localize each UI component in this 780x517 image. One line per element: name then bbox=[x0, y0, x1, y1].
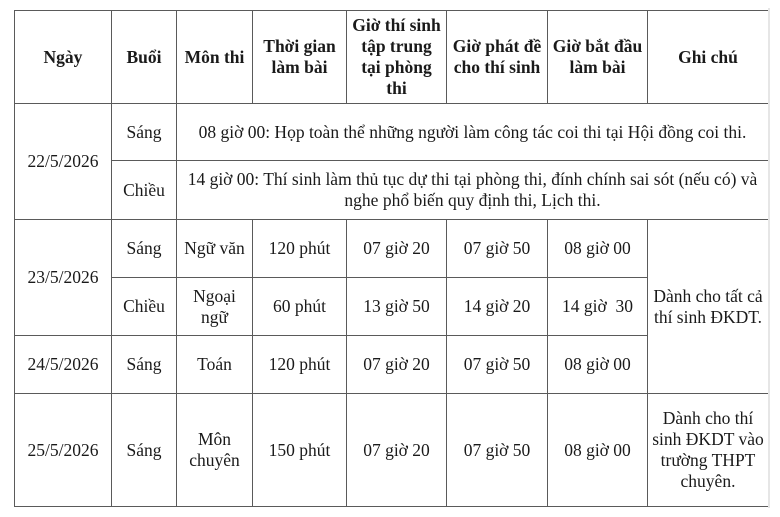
start-time-cell: 08 giờ 00 bbox=[548, 336, 648, 394]
duration-cell: 60 phút bbox=[253, 278, 347, 336]
paper-time-cell: 14 giờ 20 bbox=[447, 278, 548, 336]
paper-time-cell: 07 giờ 50 bbox=[447, 394, 548, 507]
table-row bbox=[15, 394, 769, 507]
session-cell: Sáng bbox=[112, 104, 177, 161]
session-cell: Chiều bbox=[112, 161, 177, 220]
table-row bbox=[15, 161, 769, 220]
table-row bbox=[15, 104, 769, 161]
table-row bbox=[15, 220, 769, 278]
date-cell: 23/5/2026 bbox=[15, 220, 112, 336]
subject-cell: Toán bbox=[177, 336, 253, 394]
start-time-cell: 08 giờ 00 bbox=[548, 394, 648, 507]
date-cell: 25/5/2026 bbox=[15, 394, 112, 507]
header-note: Ghi chú bbox=[648, 11, 769, 104]
gather-time-cell: 07 giờ 20 bbox=[347, 394, 447, 507]
session-cell: Sáng bbox=[112, 336, 177, 394]
session-cell: Sáng bbox=[112, 394, 177, 507]
subject-cell: Ngữ văn bbox=[177, 220, 253, 278]
session-cell: Sáng bbox=[112, 220, 177, 278]
activity-note: 08 giờ 00: Họp toàn thể những người làm công tác coi thi tại Hội đồng coi thi. bbox=[177, 104, 769, 161]
note-cell: Dành cho tất cả thí sinh ĐKDT. bbox=[648, 220, 769, 394]
header-date: Ngày bbox=[15, 11, 112, 104]
date-cell: 22/5/2026 bbox=[15, 104, 112, 220]
start-time-cell: 08 giờ 00 bbox=[548, 220, 648, 278]
subject-cell: Môn chuyên bbox=[177, 394, 253, 507]
exam-schedule-table bbox=[14, 10, 769, 507]
header-subject: Môn thi bbox=[177, 11, 253, 104]
subject-cell: Ngoại ngữ bbox=[177, 278, 253, 336]
activity-note: 14 giờ 00: Thí sinh làm thủ tục dự thi tại phòng thi, đính chính sai sót (nếu có) và nghe phổ biến quy định thi, Lịch thi. bbox=[177, 161, 769, 220]
header-start-time: Giờ bắt đầu làm bài bbox=[548, 11, 648, 104]
header-gather-time: Giờ thí sinh tập trung tại phòng thi bbox=[347, 11, 447, 104]
session-cell: Chiều bbox=[112, 278, 177, 336]
duration-cell: 120 phút bbox=[253, 220, 347, 278]
header-paper-time: Giờ phát đề cho thí sinh bbox=[447, 11, 548, 104]
page-edge-divider bbox=[768, 8, 770, 508]
gather-time-cell: 13 giờ 50 bbox=[347, 278, 447, 336]
paper-time-cell: 07 giờ 50 bbox=[447, 220, 548, 278]
date-cell: 24/5/2026 bbox=[15, 336, 112, 394]
note-cell: Dành cho thí sinh ĐKDT vào trường THPT chuyên. bbox=[648, 394, 769, 507]
header-duration: Thời gian làm bài bbox=[253, 11, 347, 104]
header-session: Buổi bbox=[112, 11, 177, 104]
gather-time-cell: 07 giờ 20 bbox=[347, 336, 447, 394]
paper-time-cell: 07 giờ 50 bbox=[447, 336, 548, 394]
duration-cell: 120 phút bbox=[253, 336, 347, 394]
start-time-cell: 14 giờ 30 bbox=[548, 278, 648, 336]
duration-cell: 150 phút bbox=[253, 394, 347, 507]
header-row bbox=[15, 11, 769, 104]
gather-time-cell: 07 giờ 20 bbox=[347, 220, 447, 278]
